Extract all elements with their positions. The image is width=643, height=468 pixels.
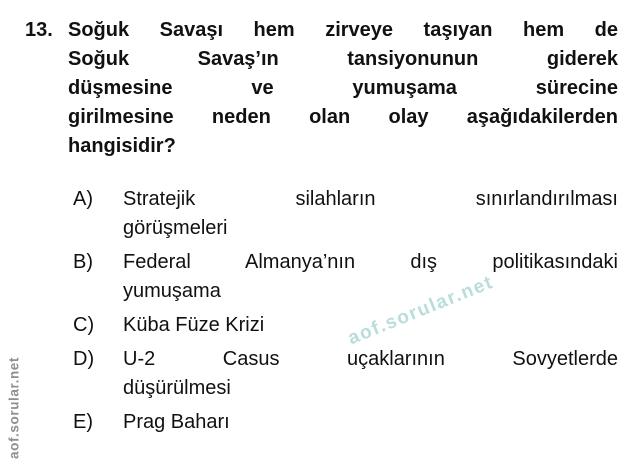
option-letter: A) bbox=[73, 188, 93, 210]
watermark-left-vertical: aof.sorular.net bbox=[6, 356, 22, 460]
question-text bbox=[68, 16, 618, 161]
option-text bbox=[123, 311, 618, 340]
question-line: hangisidir? bbox=[68, 135, 176, 157]
question-line: Soğuk Savaşı hem zirveye taşıyan hem de bbox=[68, 19, 618, 41]
option-line: Küba Füze Krizi bbox=[123, 314, 265, 336]
option-text bbox=[123, 248, 618, 306]
question-line: girilmesine neden olan olay aşağıdakilerden bbox=[68, 106, 618, 128]
question-block bbox=[25, 16, 618, 161]
question-number: 13. bbox=[25, 19, 53, 41]
option-line: U-2 Casus uçaklarının Sovyetlerde bbox=[123, 348, 618, 370]
answer-option[interactable] bbox=[73, 345, 618, 403]
option-letter: C) bbox=[73, 314, 95, 336]
option-letter: B) bbox=[73, 251, 93, 273]
option-text bbox=[123, 345, 618, 403]
question-line: düşmesine ve yumuşama sürecine bbox=[68, 77, 618, 99]
option-line: Federal Almanya’nın dış politikasındaki bbox=[123, 251, 618, 273]
option-line: Stratejik silahların sınırlandırılması bbox=[123, 188, 618, 210]
option-text bbox=[123, 408, 618, 437]
option-line: düşürülmesi bbox=[123, 377, 231, 399]
option-line: görüşmeleri bbox=[123, 217, 228, 239]
answer-option[interactable] bbox=[73, 248, 618, 306]
answer-option[interactable] bbox=[73, 185, 618, 243]
question-line: Soğuk Savaş’ın tansiyonunun giderek bbox=[68, 48, 618, 70]
option-line: Prag Baharı bbox=[123, 411, 230, 433]
answer-option[interactable] bbox=[73, 408, 618, 437]
answer-option[interactable] bbox=[73, 311, 618, 340]
watermark-diagonal: aof.sorular.net bbox=[345, 271, 497, 350]
option-letter: E) bbox=[73, 411, 93, 433]
options-list bbox=[73, 185, 618, 442]
option-text bbox=[123, 185, 618, 243]
option-letter: D) bbox=[73, 348, 95, 370]
option-line: yumuşama bbox=[123, 280, 221, 302]
